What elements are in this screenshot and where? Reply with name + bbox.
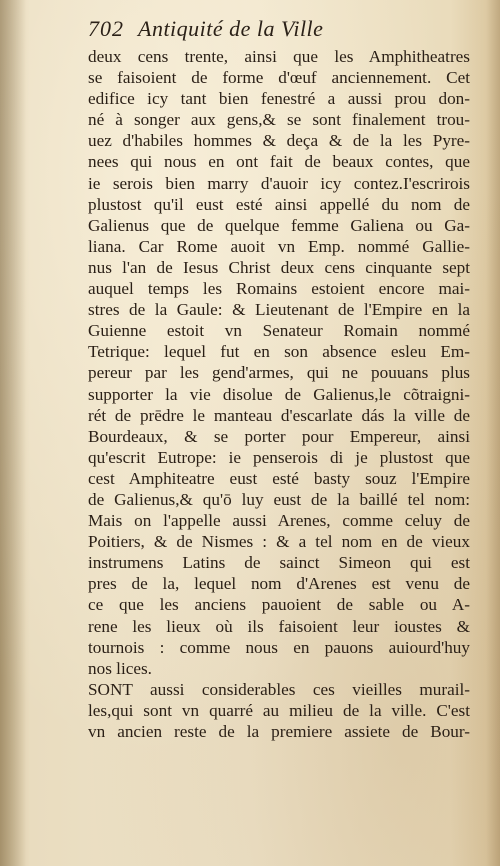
- text-line: qu'escrit Eutrope: ie penserois di je plustost que: [88, 447, 470, 467]
- text-line: se faisoient de forme d'œuf anciennement. Cet: [88, 68, 470, 88]
- text-line: Mais on l'appelle aussi Arenes, comme celuy de: [88, 511, 470, 531]
- text-line: pres de la, lequel nom d'Arenes est venu de: [88, 574, 470, 594]
- text-line: supporter la vie disolue de Galienus,le cõtraigni-: [88, 384, 470, 404]
- text-line: Guienne estoit vn Senateur Romain nommé: [88, 321, 470, 341]
- text-line: instrumens Latins de sainct Simeon qui est: [88, 553, 470, 573]
- text-line: pereur par les gend'armes, qui ne pouuans plus: [88, 363, 470, 383]
- text-line: de Galienus,& qu'ō luy eust de la baillé tel nom:: [88, 489, 470, 509]
- text-line: les,qui sont vn quarré au milieu de la ville. C'est: [88, 700, 470, 720]
- text-line: tournois : comme nous en pauons auiourd'huy: [88, 637, 470, 657]
- text-line: plustost qu'il eust esté ainsi appellé du nom de: [88, 194, 470, 214]
- running-head: [88, 16, 464, 46]
- body-text: [88, 46, 470, 742]
- page-number: 702: [88, 16, 124, 41]
- page-edge-shadow: [486, 0, 500, 866]
- text-line: liana. Car Rome auoit vn Emp. nommé Gallie-: [88, 236, 470, 256]
- paragraph-end-line: nos lices.: [88, 658, 152, 678]
- text-line: rét de prēdre le manteau d'escarlate dás la ville de: [88, 405, 470, 425]
- text-line: Tetrique: lequel fut en son absence esleu Em-: [88, 342, 470, 362]
- text-line: stres de la Gaule: & Lieutenant de l'Empire en la: [88, 300, 470, 320]
- text-line: Poitiers, & de Nismes : & a tel nom en de vieux: [88, 532, 470, 552]
- text-line: ie serois bien marry d'auoir icy contez.I'escrirois: [88, 173, 470, 193]
- text-line: cest Amphiteatre eust esté basty souz l'Empire: [88, 468, 470, 488]
- text-line: nees qui nous en ont fait de beaux contes, que: [88, 152, 470, 172]
- text-line: deux cens trente, ainsi que les Amphitheatres: [88, 47, 470, 66]
- text-line: Bourdeaux, & se porter pour Empereur, ainsi: [88, 426, 470, 446]
- text-line: vn ancien reste de la premiere assiete de Bour-: [88, 722, 470, 741]
- text-line: edifice icy tant bien fenestré a aussi prou don-: [88, 89, 470, 109]
- text-line: uez d'habiles hommes & deça & de la les Pyre-: [88, 131, 470, 151]
- text-line: rene les lieux où ils faisoient leur ioustes &: [88, 616, 470, 636]
- running-title: Antiquité de la Ville: [138, 16, 324, 41]
- paragraph-start-line: SONT aussi considerables ces vieilles murail-: [88, 679, 470, 699]
- spine-shadow: [0, 0, 26, 866]
- text-line: né à songer aux gens,& se sont finalement trou-: [88, 110, 470, 130]
- text-line: nus l'an de Iesus Christ deux cens cinquante sept: [88, 257, 470, 277]
- text-line: Galienus que de quelque femme Galiena ou Ga-: [88, 215, 470, 235]
- text-line: auquel temps les Romains estoient encore mai-: [88, 279, 470, 299]
- text-line: ce que les anciens pauoient de sable ou A-: [88, 595, 470, 615]
